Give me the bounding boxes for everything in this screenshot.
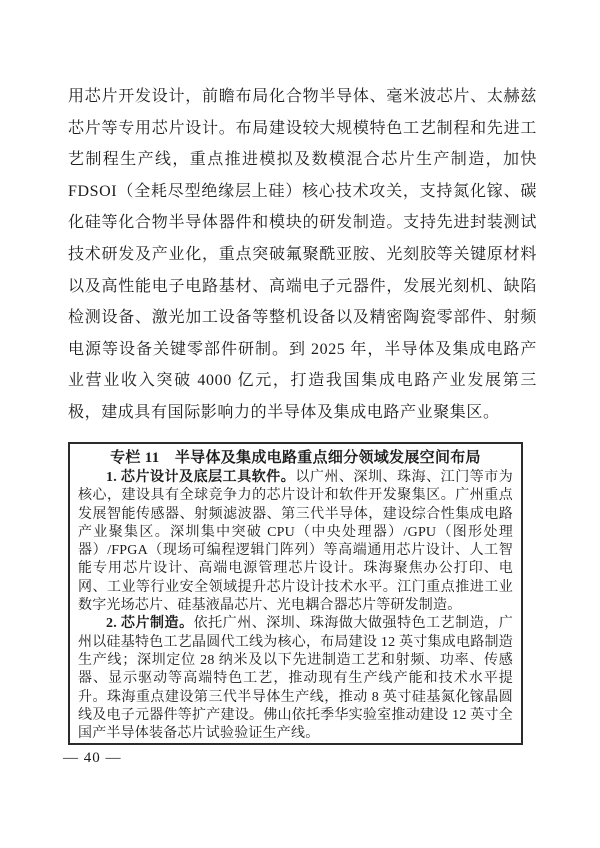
body-paragraph: 用芯片开发设计，前瞻布局化合物半导体、毫米波芯片、太赫兹芯片等专用芯片设计。布局建设较大规模特色工艺制程和先进工艺制程生产线，重点推进模拟及数模混合芯片生产制造，加快FDSOI（全耗尽型绝缘层上硅）核心技术攻关，支持氮化镓、碳化硅等化合物半导体器件和模块的研发制造。支持先进封装测试技术研发及产业化，重点突破氟聚酰亚胺、光刻胶等关键原材料以及高性能电子电路基材、高端电子元器件，发展光刻机、缺陷检测设备、激光加工设备等整机设备以及精密陶瓷零部件、射频电源等设备关键零部件研制。到 2025 年，半导体及集成电路产业营业收入突破 4000 亿元，打造我国集成电路产业发展第三极，建成具有国际影响力的半导体及集成电路产业聚集区。 xyxy=(68,88,537,421)
feature-box-title: 专栏 11 半导体及集成电路重点细分领域发展空间布局 xyxy=(110,450,481,466)
feature-box-item-2-lead: 2. 芯片制造。 xyxy=(106,616,194,632)
page-number: — 40 — xyxy=(63,750,122,766)
feature-box-item-2 xyxy=(78,615,513,743)
feature-box-item-2-text: 依托广州、深圳、珠海做大做强特色工艺制造，广州以硅基特色工艺晶圆代工线为核心，布局建设 12 英寸集成电路制造生产线；深圳定位 28 纳米及以下先进制造工艺和射频、功率、传感器、显示驱动等高端特色工艺，推动现有生产线产能和技术水平提升。珠海重点建设第三代半导体生产线，推动 8 英寸硅基氮化镓晶圆线及电子元器件等扩产建设。佛山依托季华实验室推动建设 12 英寸全国产半导体装备芯片试验验证生产线。 xyxy=(78,616,513,742)
feature-box-item-1-text: 以广州、深圳、珠海、江门等市为核心，建设具有全球竞争力的芯片设计和软件开发聚集区。广州重点发展智能传感器、射频滤波器、第三代半导体，建设综合性集成电路产业聚集区。深圳集中突破 CPU（中央处理器）/GPU（图形处理器）/FPGA（现场可编程逻辑门阵列）等高端通用芯片设计、人工智能专用芯片设计、高端电源管理芯片设计。珠海聚焦办公打印、电网、工业等行业安全领域提升芯片设计技术水平。江门重点推进工业数字光场芯片、硅基液晶芯片、光电耦合器芯片等研发制造。 xyxy=(78,470,514,614)
feature-box-item-1 xyxy=(78,469,513,615)
feature-box xyxy=(68,442,523,745)
feature-box-item-1-lead: 1. 芯片设计及底层工具软件。 xyxy=(106,470,296,485)
